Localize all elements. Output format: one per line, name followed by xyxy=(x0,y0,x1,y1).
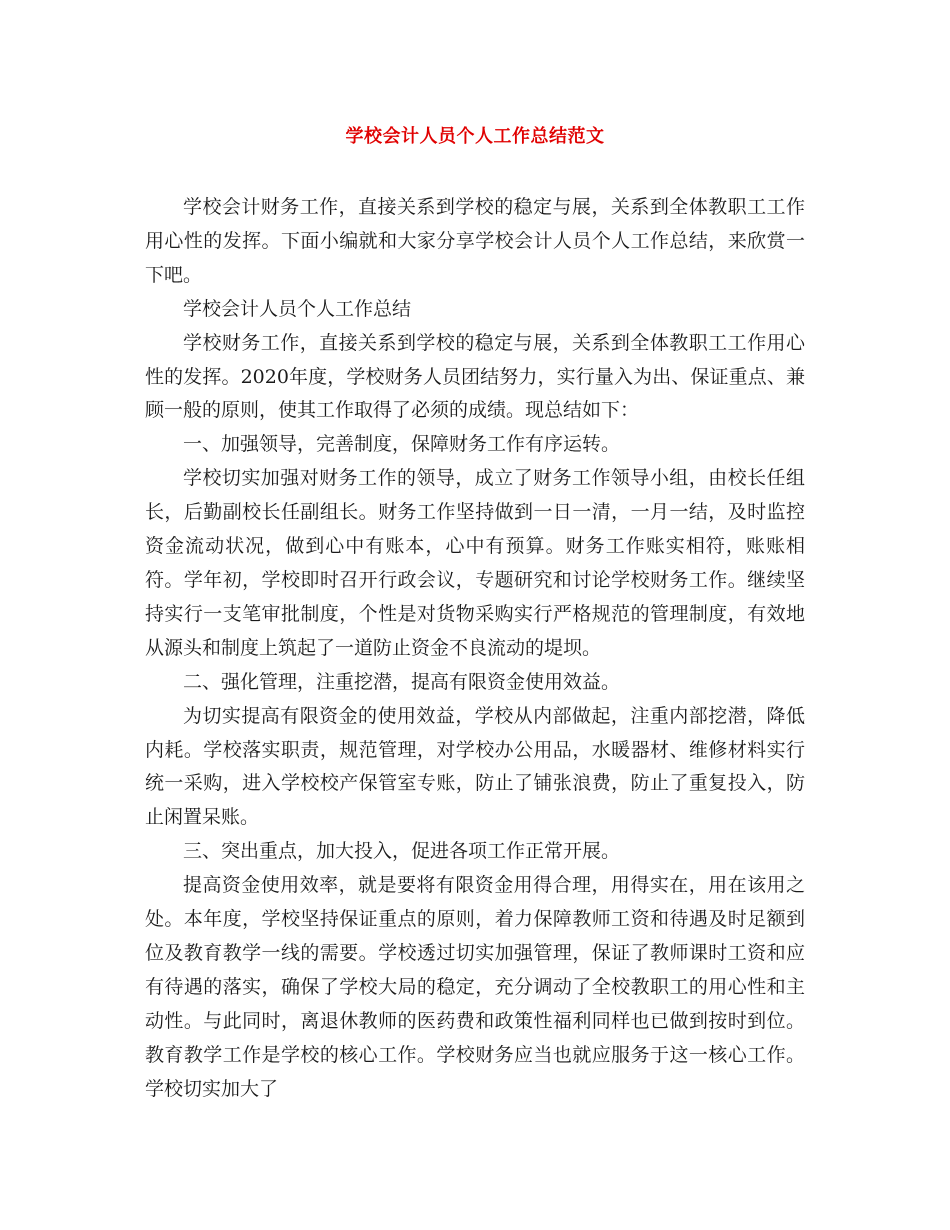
summary-heading: 学校会计人员个人工作总结 xyxy=(183,297,412,320)
section-heading-3: 三、突出重点，加大投入，促进各项工作正常开展。 xyxy=(183,840,621,863)
section-1-paragraph: 学校切实加强对财务工作的领导，成立了财务工作领导小组，由校长任组长，后勤副校长任副组长。财务工作坚持做到一日一清，一月一结，及时监控资金流动状况，做到心中有账本，心中有预算。财务工作账实相符，账账相符。学年初，学校即时召开行政会议，专题研究和讨论学校财务工作。继续坚持实行一支笔审批制度，个性是对货物采购实行严格规范的管理制度，有效地从源头和制度上筑起了一道防止资金不良流动的堤坝。 xyxy=(145,467,805,659)
overview-paragraph: 学校财务工作，直接关系到学校的稳定与展，关系到全体教职工工作用心性的发挥。2020年度，学校财务人员团结努力，实行量入为出、保证重点、兼顾一般的原则，使其工作取得了必须的成绩。现总结如下： xyxy=(145,331,805,422)
section-heading-2: 二、强化管理，注重挖潜，提高有限资金使用效益。 xyxy=(183,670,621,693)
section-2-paragraph: 为切实提高有限资金的使用效益，学校从内部做起，注重内部挖潜，降低内耗。学校落实职责，规范管理，对学校办公用品，水暖器材、维修材料实行统一采购，进入学校校产保管室专账，防止了铺张浪费，防止了重复投入，防止闲置呆账。 xyxy=(145,704,805,829)
section-heading-1: 一、加强领导，完善制度，保障财务工作有序运转。 xyxy=(183,433,621,456)
intro-paragraph: 学校会计财务工作，直接关系到学校的稳定与展，关系到全体教职工工作用心性的发挥。下面小编就和大家分享学校会计人员个人工作总结，来欣赏一下吧。 xyxy=(145,196,805,286)
document-body xyxy=(145,191,805,1106)
document-title: 学校会计人员个人工作总结范文 xyxy=(345,126,605,147)
section-3-paragraph: 提高资金使用效率，就是要将有限资金用得合理，用得实在，用在该用之处。本年度，学校坚持保证重点的原则，着力保障教师工资和待遇及时足额到位及教育教学一线的需要。学校透过切实加强管理，保证了教师课时工资和应有待遇的落实，确保了学校大局的稳定，充分调动了全校教职工的用心性和主动性。与此同时，离退休教师的医药费和政策性福利同样也已做到按时到位。教育教学工作是学校的核心工作。学校财务应当也就应服务于这一核心工作。学校切实加大了 xyxy=(145,874,805,1100)
